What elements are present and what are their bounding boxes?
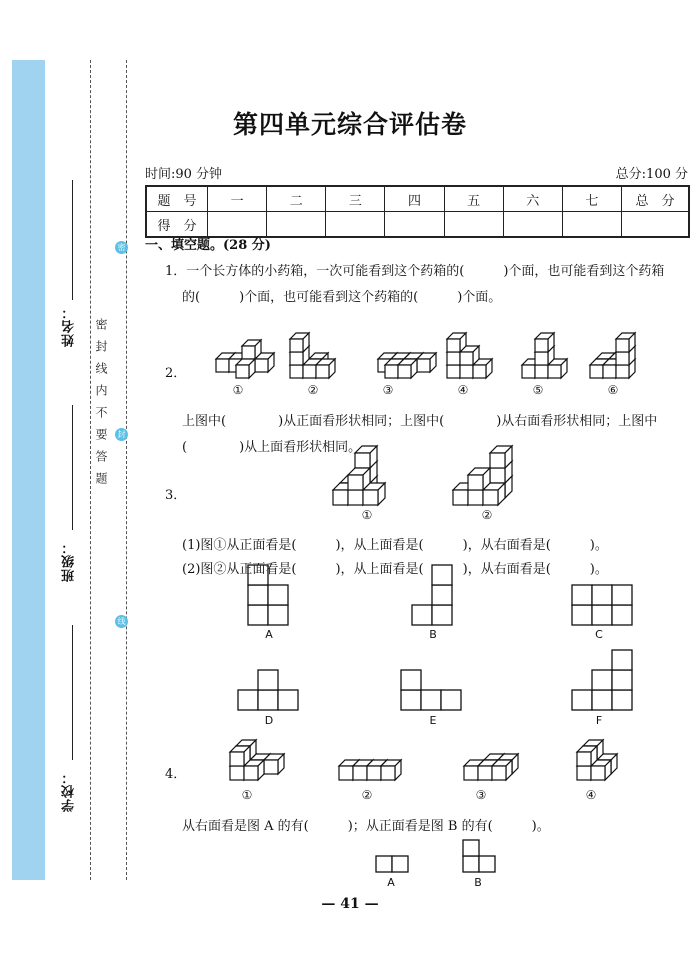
cube-front-face: [417, 359, 430, 372]
cube-front-face: [255, 359, 268, 372]
q3-caption: ②: [481, 508, 493, 522]
score-header-cell: 一: [208, 186, 267, 212]
cube-front-face: [290, 339, 303, 352]
cube-front-face: [616, 352, 629, 365]
time-label: 时间:90 分钟: [145, 167, 223, 182]
q4-caption: ③: [475, 788, 487, 802]
view-d-square: [278, 690, 298, 710]
q2-caption: ④: [457, 383, 469, 397]
view-c-square: [612, 585, 632, 605]
view-q4-b-square: [463, 840, 479, 856]
view-e-square: [421, 690, 441, 710]
score-row-label: 得 分: [146, 212, 208, 238]
total-label: 总分:100 分: [615, 167, 688, 182]
view-f-square: [612, 690, 632, 710]
cube-front-face: [333, 490, 348, 505]
q2-number: 2．: [165, 366, 187, 381]
school-label: 学校：: [62, 770, 77, 812]
q2-caption: ⑤: [532, 383, 544, 397]
cube-front-face: [464, 766, 478, 780]
cube-front-face: [385, 365, 398, 378]
view-c-square: [592, 585, 612, 605]
q3-caption: ①: [361, 508, 373, 522]
cube-front-face: [453, 490, 468, 505]
q1-line-2: 的( )个面，也可能看到这个药箱的( )个面。: [182, 290, 502, 305]
q4-caption: ②: [361, 788, 373, 802]
score-header-cell: 四: [385, 186, 444, 212]
q3-sub-2: (2)图②从正面看是( )，从上面看是( )，从右面看是( )。: [182, 562, 608, 577]
cube-front-face: [316, 365, 329, 378]
score-header-cell: 总 分: [622, 186, 690, 212]
q1-line-1: 1．一个长方体的小药箱，一次可能看到这个药箱的( )个面，也可能看到这个药箱: [165, 264, 665, 279]
cube-front-face: [242, 346, 255, 359]
score-header-cell: 题 号: [146, 186, 208, 212]
q4-caption: ④: [585, 788, 597, 802]
cube-front-face: [230, 766, 244, 780]
cube-front-face: [367, 766, 381, 780]
cube-front-face: [535, 339, 548, 352]
cube-front-face: [290, 365, 303, 378]
cube-front-face: [460, 365, 473, 378]
view-d-square: [238, 690, 258, 710]
cube-front-face: [339, 766, 353, 780]
q2-caption: ③: [382, 383, 394, 397]
view-a-square: [268, 605, 288, 625]
cube-front-face: [447, 352, 460, 365]
q2-line-1: 上图中( )从正面看形状相同；上图中( )从右面看形状相同；上图中: [182, 414, 658, 429]
cube-front-face: [522, 365, 535, 378]
view-q4-a-square: [392, 856, 408, 872]
seal-mark-2: 封: [115, 428, 128, 441]
view-f-square: [592, 690, 612, 710]
cube-front-face: [473, 365, 486, 378]
q2-caption: ⑥: [607, 383, 619, 397]
cube-front-face: [363, 490, 378, 505]
cube-front-face: [468, 475, 483, 490]
view-a-square: [248, 585, 268, 605]
cube-front-face: [490, 468, 505, 483]
cube-front-face: [616, 365, 629, 378]
cube-front-face: [478, 766, 492, 780]
view-label: A: [387, 876, 395, 889]
view-e-square: [441, 690, 461, 710]
name-label: 姓名：: [62, 305, 77, 347]
page-title: 第四单元综合评估卷: [232, 110, 467, 139]
cube-front-face: [483, 490, 498, 505]
cube-front-face: [303, 365, 316, 378]
view-b-square: [432, 585, 452, 605]
cube-front-face: [244, 766, 258, 780]
score-header-cell: 七: [562, 186, 621, 212]
cube-front-face: [398, 365, 411, 378]
cube-front-face: [590, 365, 603, 378]
view-d-square: [258, 670, 278, 690]
cube-front-face: [616, 339, 629, 352]
view-d-square: [258, 690, 278, 710]
view-label: E: [429, 714, 437, 727]
q2-caption: ①: [232, 383, 244, 397]
cube-front-face: [236, 365, 249, 378]
cube-front-face: [353, 766, 367, 780]
view-e-square: [401, 690, 421, 710]
score-header-cell: 六: [503, 186, 562, 212]
view-c-square: [572, 585, 592, 605]
view-c-square: [592, 605, 612, 625]
view-label: B: [474, 876, 482, 889]
q2-line-2: ( )从上面看形状相同。: [182, 440, 362, 455]
cube-front-face: [230, 752, 244, 766]
page-number: — 41 —: [321, 896, 379, 912]
q4-line: 从右面看是图 A 的有( )；从正面看是图 B 的有( )。: [182, 819, 550, 834]
q4-caption: ①: [241, 788, 253, 802]
cube-front-face: [447, 339, 460, 352]
view-b-square: [432, 605, 452, 625]
cube-front-face: [535, 352, 548, 365]
cube-front-face: [381, 766, 395, 780]
seal-warning: 密封线内不要答题: [94, 318, 108, 494]
cube-front-face: [490, 453, 505, 468]
cube-front-face: [216, 359, 229, 372]
q3-number: 3．: [165, 488, 187, 503]
cube-front-face: [577, 766, 591, 780]
score-header-cell: 三: [326, 186, 385, 212]
view-label: B: [429, 628, 437, 641]
section-heading: 一、填空题。(28 分): [145, 238, 271, 253]
cube-front-face: [348, 490, 363, 505]
seal-mark-1: 密: [115, 241, 128, 254]
view-f-square: [612, 670, 632, 690]
view-f-square: [592, 670, 612, 690]
q2-caption: ②: [307, 383, 319, 397]
q3-sub-1: (1)图①从正面看是( )，从上面看是( )，从右面看是( )。: [182, 538, 608, 553]
cube-front-face: [492, 766, 506, 780]
q4-number: 4．: [165, 767, 187, 782]
view-q4-b-square: [463, 856, 479, 872]
score-header-cell: 二: [267, 186, 326, 212]
view-a-square: [248, 605, 268, 625]
seal-mark-3: 线: [115, 615, 128, 628]
view-a-square: [268, 585, 288, 605]
view-f-square: [572, 690, 592, 710]
cube-front-face: [460, 352, 473, 365]
cube-front-face: [290, 352, 303, 365]
view-f-square: [612, 650, 632, 670]
cube-front-face: [348, 475, 363, 490]
cube-front-face: [447, 365, 460, 378]
view-label: F: [595, 714, 603, 727]
view-label: D: [264, 714, 274, 727]
cube-front-face: [535, 365, 548, 378]
cube-front-face: [603, 365, 616, 378]
view-c-square: [572, 605, 592, 625]
view-q4-b-square: [479, 856, 495, 872]
cube-front-face: [591, 766, 605, 780]
cube-front-face: [264, 760, 278, 774]
view-b-square: [412, 605, 432, 625]
view-e-square: [401, 670, 421, 690]
cube-front-face: [577, 752, 591, 766]
cube-front-face: [468, 490, 483, 505]
view-label: A: [265, 628, 273, 641]
view-q4-a-square: [376, 856, 392, 872]
cube-front-face: [355, 453, 370, 468]
cube-front-face: [548, 365, 561, 378]
score-header-cell: 五: [444, 186, 503, 212]
view-label: C: [595, 628, 603, 641]
class-label: 班级：: [62, 540, 77, 582]
view-c-square: [612, 605, 632, 625]
